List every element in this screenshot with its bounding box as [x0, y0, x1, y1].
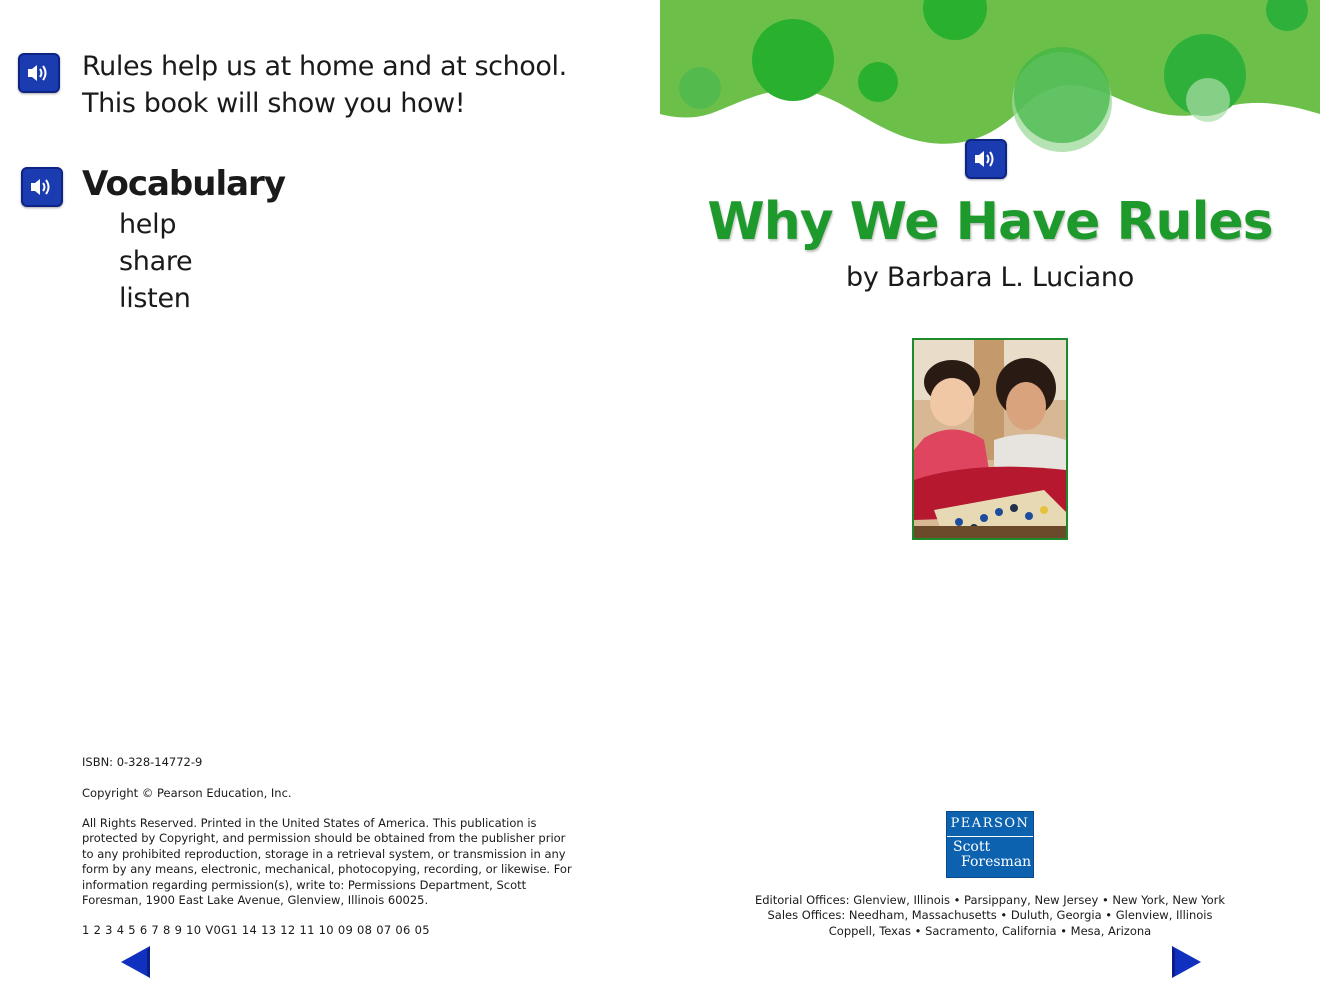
offices-line: Coppell, Texas • Sacramento, California • Mesa, Arizona	[828, 923, 1152, 938]
offices-line: Editorial Offices: Glenview, Illinois • Parsippany, New Jersey • New York, New York	[754, 893, 1226, 907]
audio-play-button-vocabulary[interactable]	[21, 167, 63, 207]
speaker-icon	[26, 62, 52, 84]
arrow-right-icon	[1170, 944, 1204, 980]
book-author: by Barbara L. Luciano	[846, 262, 1134, 293]
cover-photo	[912, 338, 1068, 540]
vocabulary-list	[119, 206, 192, 317]
audio-play-button-intro[interactable]	[18, 53, 60, 93]
copyright-line: Copyright © Pearson Education, Inc.	[82, 786, 292, 800]
rights-text: All Rights Reserved. Printed in the United States of America. This publication is protected by Copyright, and permission should be obtained from the publisher prior to any prohibited reproduction, storage in a retrieval system, or transmission in any form by any means, electronic, mechanical, photocopying, recording, or likewise. For information regarding permission(s), write to: Permissions Department, Scott Foresman, 1900 East Lake Avenue, Glenview, Illinois 60025.	[82, 816, 572, 908]
publisher-offices	[660, 893, 1320, 939]
logo-pearson-text: PEARSON	[947, 812, 1033, 837]
intro-text	[82, 48, 567, 122]
isbn: ISBN: 0-328-14772-9	[82, 755, 203, 769]
intro-line: Rules help us at home and at school.	[82, 51, 567, 82]
audio-play-button-title[interactable]	[965, 139, 1007, 179]
right-page	[660, 0, 1320, 990]
children-playing-photo	[914, 340, 1066, 538]
vocabulary-word: help	[119, 209, 177, 240]
speaker-icon	[973, 148, 999, 170]
offices-line: Sales Offices: Needham, Massachusetts • Duluth, Georgia • Glenview, Illinois	[767, 908, 1213, 923]
next-page-button[interactable]	[1170, 944, 1204, 980]
previous-page-button[interactable]	[118, 944, 152, 980]
book-title: Why We Have Rules	[707, 192, 1273, 252]
vocabulary-word: share	[119, 246, 193, 277]
print-line: 1 2 3 4 5 6 7 8 9 10 V0G1 14 13 12 11 10 09 08 07 06 05	[82, 923, 430, 937]
arrow-left-icon	[118, 944, 152, 980]
logo-foresman-text: Foresman	[961, 854, 1032, 870]
vocabulary-word: listen	[119, 283, 191, 314]
intro-line: This book will show you how!	[82, 88, 466, 119]
vocabulary-heading: Vocabulary	[82, 164, 285, 204]
pearson-scott-foresman-logo	[946, 811, 1034, 878]
logo-scott-text: Scott	[953, 839, 991, 855]
speaker-icon	[29, 176, 55, 198]
